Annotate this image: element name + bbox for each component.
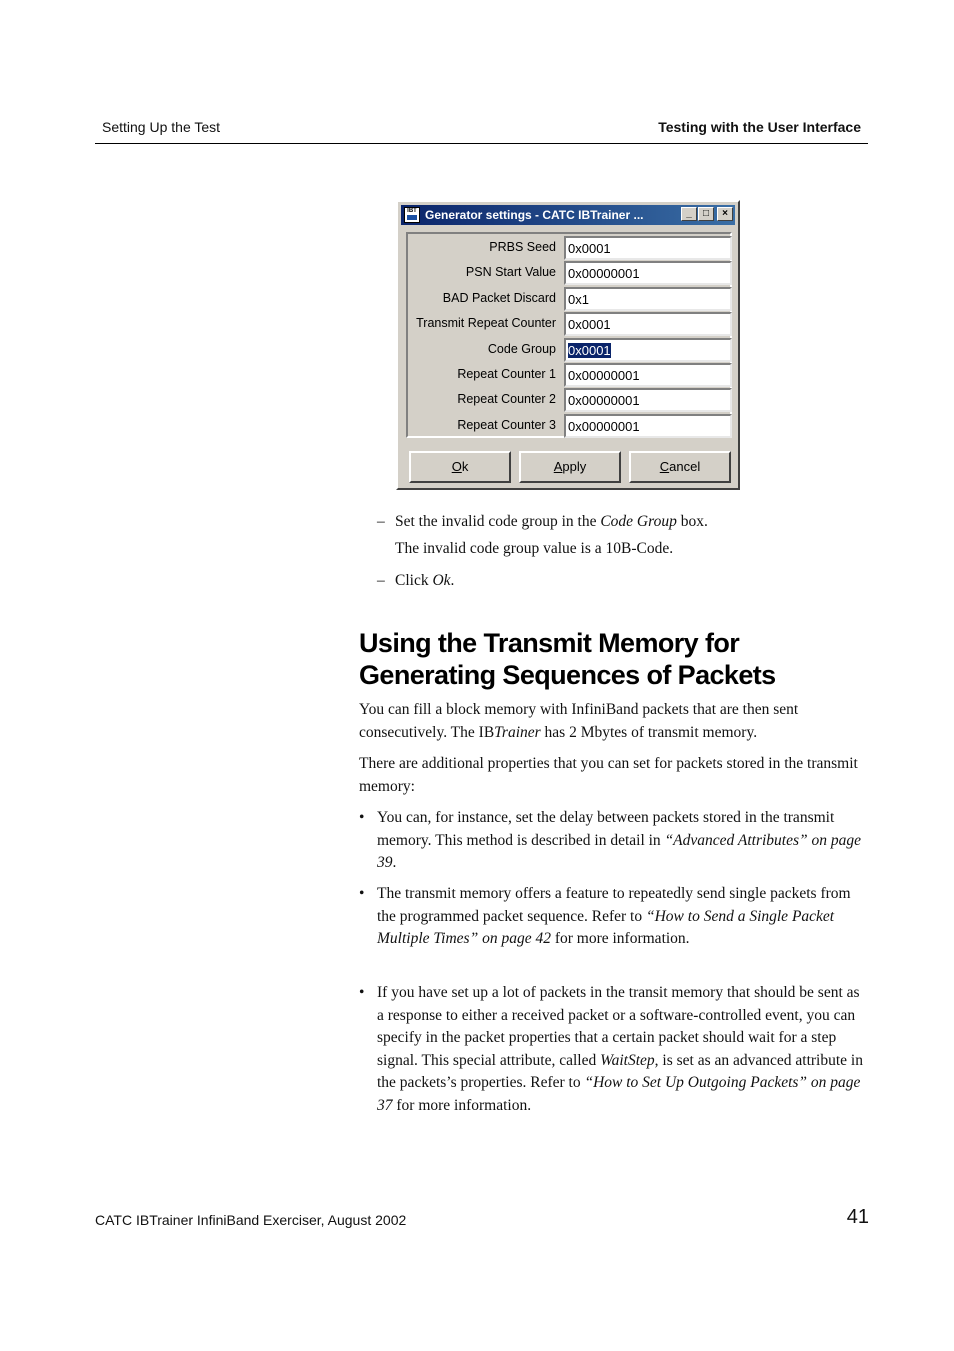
field-row-code-group xyxy=(408,338,730,362)
field-label: Repeat Counter 2 xyxy=(457,392,556,406)
code-group-input[interactable] xyxy=(564,338,732,362)
field-label: Transmit Repeat Counter xyxy=(416,316,556,330)
settings-fields-panel xyxy=(406,232,732,438)
prbs-seed-input[interactable]: 0x0001 xyxy=(564,236,732,260)
repeat-counter-1-input[interactable]: 0x00000001 xyxy=(564,363,732,387)
ok-button[interactable]: Ok xyxy=(409,451,511,483)
field-label: PRBS Seed xyxy=(489,240,556,254)
apply-button[interactable]: Apply xyxy=(519,451,621,483)
maximize-icon[interactable]: □ xyxy=(698,207,714,221)
page-number: 41 xyxy=(846,1206,869,1228)
paragraph-block-memory: You can fill a block memory with InfiniBand packets that are then sent consecutively. The IBTrainer has 2 Mbytes of transmit memory. xyxy=(359,701,799,741)
bullet-repeat-send: • The transmit memory offers a feature to repeatedly send single packets from the programmed packet sequence. Refer to “How to Send a Single Packet Multiple Times” on page 42 for more information. xyxy=(359,885,851,947)
field-label: BAD Packet Discard xyxy=(442,291,556,305)
dialog-titlebar[interactable] xyxy=(401,205,735,225)
field-row-repeat-counter-1 xyxy=(408,363,730,387)
running-header-section: Setting Up the Test xyxy=(102,119,221,135)
repeat-counter-2-input[interactable]: 0x00000001 xyxy=(564,388,732,412)
field-row-psn-start-value xyxy=(408,261,730,285)
bullet-waitstep: • If you have set up a lot of packets in the transit memory that should be sent as a response to either a received packet or a software-controlled event, you can specify in the packet properties that a certain packet should wait for a step signal. This special attribute, called WaitStep, is set as an advanced attribute in the packets’s properties. Refer to “How to Set Up Outgoing Packets” on page 37 for more information. xyxy=(359,984,863,1114)
app-icon: IBT xyxy=(404,207,420,223)
field-label: Code Group xyxy=(487,342,556,356)
link-advanced-attributes[interactable]: “Advanced Attributes” on page 39 xyxy=(377,831,862,871)
cancel-button[interactable]: Cancel xyxy=(629,451,731,483)
dialog-title: Generator settings - CATC IBTrainer ... xyxy=(425,208,644,222)
field-row-repeat-counter-3 xyxy=(408,414,730,438)
field-label: PSN Start Value xyxy=(465,265,556,279)
minimize-icon[interactable]: _ xyxy=(681,207,697,221)
generator-settings-dialog xyxy=(396,200,740,490)
link-outgoing-packets[interactable]: “How to Set Up Outgoing Packets” on page 37 xyxy=(377,1074,861,1114)
running-header-chapter: Testing with the User Interface xyxy=(658,119,861,135)
field-label: Repeat Counter 1 xyxy=(457,367,556,381)
field-row-prbs-seed xyxy=(408,236,730,260)
field-label: Repeat Counter 3 xyxy=(457,418,556,432)
field-row-repeat-counter-2 xyxy=(408,388,730,412)
paragraph-additional-properties: There are additional properties that you can set for packets stored in the transmit memory: xyxy=(359,755,858,795)
psn-start-value-input[interactable]: 0x00000001 xyxy=(564,261,732,285)
footer-title: CATC IBTrainer InfiniBand Exerciser, August 2002 xyxy=(95,1212,407,1228)
selected-text: 0x0001 xyxy=(568,343,611,358)
section-heading: Using the Transmit Memory for Generating Sequences of Packets xyxy=(359,628,776,690)
link-send-single-packet[interactable]: “How to Send a Single Packet Multiple Times” on page 42 xyxy=(377,907,835,947)
header-rule xyxy=(95,143,868,144)
close-icon[interactable]: × xyxy=(717,207,733,221)
bad-packet-discard-input[interactable]: 0x1 xyxy=(564,287,732,311)
repeat-counter-3-input[interactable]: 0x00000001 xyxy=(564,414,732,438)
field-row-bad-packet-discard xyxy=(408,287,730,311)
transmit-repeat-counter-input[interactable]: 0x0001 xyxy=(564,312,732,336)
field-row-transmit-repeat-counter xyxy=(408,312,730,336)
bullet-delay: • You can, for instance, set the delay between packets stored in the transmit memory. This method is described in detail in “Advanced Attributes” on page 39. xyxy=(359,809,862,871)
